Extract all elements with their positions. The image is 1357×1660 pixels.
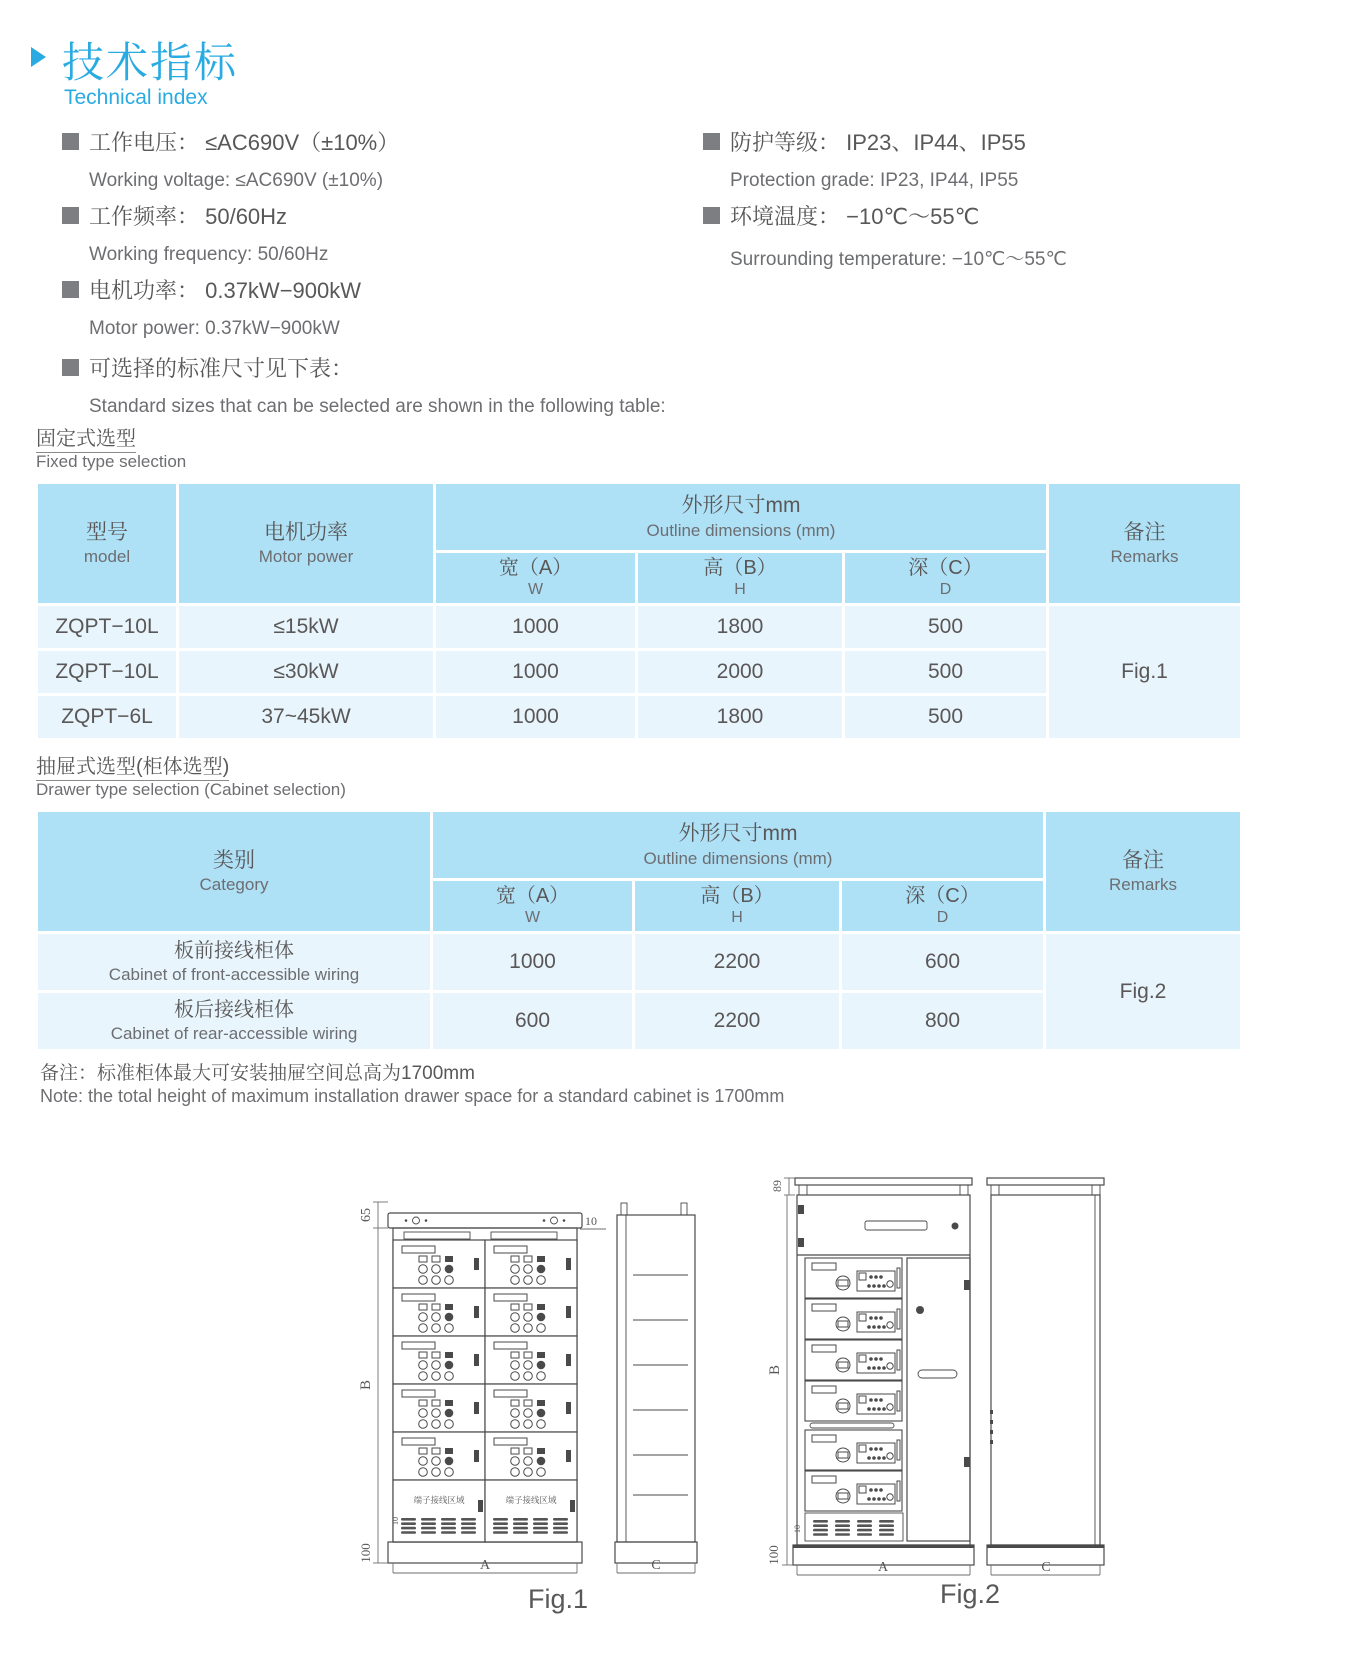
- col-header-en: W: [527, 581, 544, 599]
- cell-width: 600: [433, 993, 632, 1049]
- spec-en: Standard sizes that can be selected are shown in the following table:: [89, 396, 666, 417]
- col-header-en: Category: [199, 875, 269, 894]
- cell-model: ZQPT−10L: [38, 651, 176, 693]
- col-header-depth: [842, 881, 1043, 931]
- col-header-en: D: [939, 581, 952, 599]
- fig2-drawing: [715, 1105, 1115, 1630]
- cell-depth: 600: [842, 934, 1043, 990]
- fixed-section-title: 固定式选型: [36, 422, 136, 453]
- page-title-en: Technical index: [64, 86, 208, 109]
- fig2-caption: Fig.2: [939, 1579, 1001, 1609]
- cell-height: 1800: [638, 606, 842, 648]
- cell-remark-fig2: Fig.2: [1046, 934, 1240, 1049]
- spec-working-frequency: [62, 200, 328, 266]
- cell-power: ≤15kW: [179, 606, 433, 648]
- col-header-height: [638, 553, 842, 603]
- cell-depth: 800: [842, 993, 1043, 1049]
- note-zh: 备注：标准柜体最大可安装抽屉空间总高为1700mm: [40, 1063, 475, 1084]
- cell-height: 2200: [635, 993, 839, 1049]
- col-header-zh: 外形尺寸mm: [678, 822, 798, 846]
- col-header-en: model: [83, 547, 131, 566]
- page-title: 技术指标: [62, 39, 239, 86]
- col-header-en: Outline dimensions (mm): [646, 520, 836, 540]
- cell-model: ZQPT−10L: [38, 606, 176, 648]
- square-bullet-icon: [62, 281, 79, 298]
- cell-model: ZQPT−6L: [38, 696, 176, 738]
- col-header-zh: 深（C）: [905, 885, 980, 908]
- col-header-outline-dimensions: [433, 812, 1043, 878]
- spec-en: Motor power: 0.37kW−900kW: [89, 318, 340, 339]
- category-en: Cabinet of front-accessible wiring: [108, 964, 360, 984]
- spec-working-voltage: [62, 126, 399, 192]
- col-header-outline-dimensions: [436, 484, 1046, 550]
- spec-protection-grade: [703, 126, 1026, 192]
- dim-100: 100: [358, 1543, 373, 1563]
- drawer-type-table: [38, 812, 1240, 1049]
- fig2-side-view: [987, 1178, 1104, 1565]
- square-bullet-icon: [703, 207, 720, 224]
- square-bullet-icon: [62, 207, 79, 224]
- col-header-en: Remarks: [1108, 875, 1177, 894]
- col-header-zh: 类别: [213, 848, 255, 872]
- col-header-width: [436, 553, 635, 603]
- col-header-zh: 电机功率: [264, 520, 348, 544]
- col-header-zh: 外形尺寸mm: [681, 494, 801, 518]
- cell-height: 1800: [638, 696, 842, 738]
- col-header-zh: 深（C）: [908, 557, 983, 580]
- drawer-section-title: 抽屉式选型(柜体选型): [36, 750, 229, 781]
- cell-category: [38, 934, 430, 990]
- spec-zh: 工作频率： 50/60Hz: [89, 204, 288, 229]
- spec-zh: 防护等级： IP23、IP44、IP55: [730, 130, 1026, 155]
- dim-89: 89: [770, 1180, 784, 1192]
- terminal-area-label: 端子接线区域: [505, 1495, 557, 1505]
- fig1-front-view: [388, 1213, 582, 1563]
- spec-surrounding-temperature: [703, 200, 1067, 271]
- dim-10: 10: [585, 1214, 597, 1228]
- cell-depth: 500: [845, 651, 1046, 693]
- col-header-width: [433, 881, 632, 931]
- col-header-en: Remarks: [1110, 547, 1179, 566]
- cell-width: 1000: [436, 651, 635, 693]
- col-header-zh: 宽（A）: [495, 885, 570, 908]
- fig2-vent-slots: [813, 1520, 894, 1536]
- dim-A: A: [479, 1558, 491, 1573]
- col-header-category: [38, 812, 430, 931]
- col-header-en: W: [524, 909, 541, 927]
- cell-power: ≤30kW: [179, 651, 433, 693]
- col-header-zh: 高（B）: [700, 885, 774, 908]
- square-bullet-icon: [62, 133, 79, 150]
- category-zh: 板后接线柜体: [174, 998, 294, 1021]
- col-header-en: Motor power: [258, 547, 354, 566]
- dim-65: 65: [359, 1208, 374, 1222]
- cell-width: 1000: [433, 934, 632, 990]
- col-header-depth: [845, 553, 1046, 603]
- dim-B: B: [767, 1364, 783, 1376]
- note-en: Note: the total height of maximum installation drawer space for a standard cabinet is 1700mm: [40, 1086, 785, 1106]
- spec-en: Protection grade: IP23, IP44, IP55: [730, 170, 1019, 191]
- col-header-en: H: [734, 581, 746, 599]
- fig1-side-view: [615, 1203, 697, 1563]
- fig1-caption: Fig.1: [527, 1584, 589, 1614]
- col-header-zh: 型号: [86, 520, 128, 544]
- spec-en: Surrounding temperature: −10℃～55℃: [730, 249, 1067, 270]
- cell-remark-fig1: Fig.1: [1049, 606, 1240, 738]
- spec-en: Working voltage: ≤AC690V (±10%): [89, 170, 384, 191]
- fixed-section-title-en: Fixed type selection: [36, 452, 187, 471]
- dim-10-vent: 10: [793, 1525, 802, 1533]
- col-header-en: Outline dimensions (mm): [643, 848, 833, 868]
- col-header-en: D: [936, 909, 949, 927]
- col-header-zh: 备注: [1123, 520, 1166, 544]
- cell-width: 1000: [436, 606, 635, 648]
- dim-10-vent: 10: [391, 1517, 400, 1525]
- dim-100: 100: [766, 1545, 781, 1565]
- terminal-area-label: 端子接线区域: [413, 1495, 465, 1505]
- spec-table-intro: [62, 352, 666, 418]
- dim-C: C: [651, 1558, 661, 1573]
- fixed-type-table: [38, 484, 1240, 738]
- category-zh: 板前接线柜体: [174, 939, 294, 962]
- spec-en: Working frequency: 50/60Hz: [89, 244, 329, 265]
- spec-zh: 工作电压： ≤AC690V（±10%）: [89, 130, 400, 155]
- col-header-zh: 宽（A）: [498, 557, 573, 580]
- dim-C: C: [1041, 1560, 1051, 1575]
- dim-B: B: [358, 1379, 374, 1391]
- square-bullet-icon: [62, 359, 79, 376]
- square-bullet-icon: [703, 133, 720, 150]
- section-arrow-icon: [31, 47, 46, 67]
- spec-motor-power: [62, 274, 361, 340]
- cell-depth: 500: [845, 606, 1046, 648]
- col-header-remarks: [1049, 484, 1240, 603]
- drawer-section-title-en: Drawer type selection (Cabinet selection): [36, 780, 346, 799]
- spec-zh: 环境温度： −10℃～55℃: [730, 204, 980, 229]
- cell-width: 1000: [436, 696, 635, 738]
- col-header-zh: 备注: [1122, 848, 1164, 872]
- fig1-drawing: [330, 1140, 710, 1630]
- cell-category: [38, 993, 430, 1049]
- col-header-motor-power: [179, 484, 433, 603]
- spec-zh: 可选择的标准尺寸见下表：: [89, 356, 354, 381]
- cell-height: 2200: [635, 934, 839, 990]
- spec-zh: 电机功率： 0.37kW−900kW: [89, 278, 362, 303]
- dim-A: A: [877, 1560, 889, 1575]
- category-en: Cabinet of rear-accessible wiring: [110, 1023, 358, 1043]
- col-header-remarks: [1046, 812, 1240, 931]
- cell-power: 37~45kW: [179, 696, 433, 738]
- cell-depth: 500: [845, 696, 1046, 738]
- col-header-en: H: [731, 909, 743, 927]
- col-header-height: [635, 881, 839, 931]
- col-header-zh: 高（B）: [703, 557, 777, 580]
- col-header-model: [38, 484, 176, 603]
- cell-height: 2000: [638, 651, 842, 693]
- fig2-front-view: [793, 1178, 974, 1565]
